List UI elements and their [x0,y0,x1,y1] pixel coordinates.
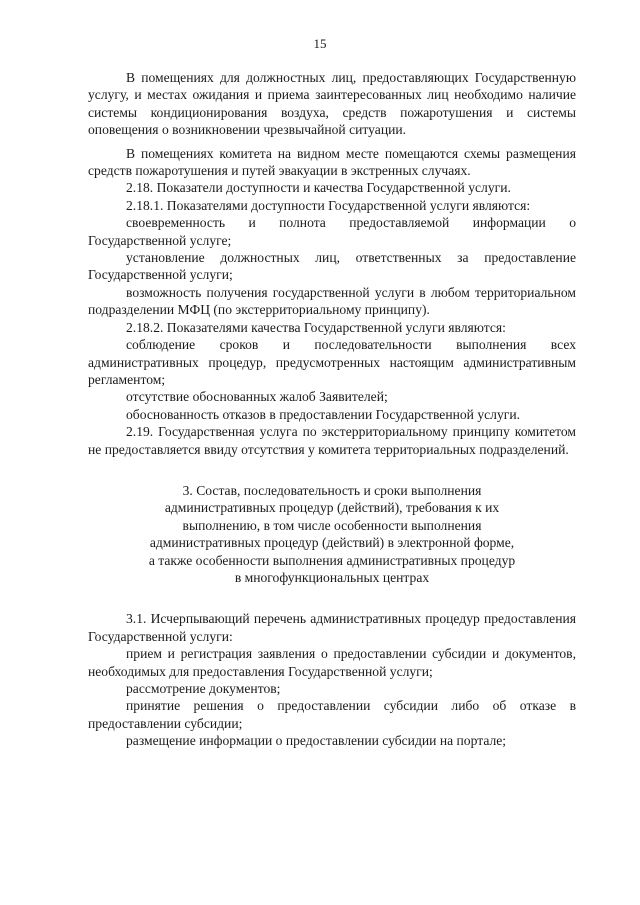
section-heading-line: административных процедур (действий), требования к их [164,500,500,516]
list-item-decision: принятие решения о предоставлении субсидии либо об отказе в предоставлении субсидии; [88,698,576,731]
list-item-refusal-validity: обоснованность отказов в предоставлении Государственной услуги. [126,406,520,422]
section-heading-line: административных процедур (действий) в электронной форме, [149,535,515,551]
list-item-portal-publication: размещение информации о предоставлении субсидии на портале; [126,733,507,749]
list-item-timeliness: своевременность и полнота предоставляемой информации о Государственной услуге; [88,215,576,248]
list-item-reception: прием и регистрация заявления о предоставлении субсидии и документов, необходимых для предоставления Государственной услуги; [88,646,576,679]
section-heading-line: 3. Состав, последовательность и сроки выполнения [182,482,482,498]
paragraph-3-1: 3.1. Исчерпывающий перечень административных процедур предоставления Государственной услуги: [88,611,576,644]
section-heading-3 [88,482,576,586]
section-heading-line: а также особенности выполнения административных процедур [148,552,516,568]
section-heading-line: выполнению, в том числе особенности выполнения [182,517,482,533]
paragraph-2-18: 2.18. Показатели доступности и качества Государственной услуги. [126,180,511,196]
list-item-responsible-officials: установление должностных лиц, ответственных за предоставление Государственной услуги; [88,250,576,283]
paragraph-air-conditioning: В помещениях для должностных лиц, предоставляющих Государственную услугу, и местах ожидания и приема заинтересованных лиц необходимо наличие системы кондиционирования воздуха, средств пожаротушения и системы оповещения о возникновении чрезвычайной ситуации. [88,70,576,138]
paragraph-evacuation-schemes: В помещениях комитета на видном месте помещаются схемы размещения средств пожаротушения и путей эвакуации в экстренных случаях. [88,145,576,179]
paragraph-2-18-1: 2.18.1. Показателями доступности Государственной услуги являются: [126,197,531,213]
paragraph-2-18-2: 2.18.2. Показателями качества Государственной услуги являются: [126,319,506,335]
paragraph-2-19: 2.19. Государственная услуга по экстерриториальному принципу комитетом не предоставляется ввиду отсутствия у комитета территориальных подразделений. [88,424,576,457]
list-item-extraterritorial-access: возможность получения государственной услуги в любом территориальном подразделении МФЦ (по экстерриториальному принципу). [88,284,576,318]
page-number: 15 [313,36,327,51]
section-heading-line: в многофункциональных центрах [234,569,430,585]
document-body [88,69,576,750]
list-item-deadlines: соблюдение сроков и последовательности выполнения всех административных процедур, предусмотренных настоящим административным регламентом; [88,337,576,387]
list-item-review: рассмотрение документов; [126,681,281,696]
list-item-no-complaints: отсутствие обоснованных жалоб Заявителей; [126,389,388,405]
